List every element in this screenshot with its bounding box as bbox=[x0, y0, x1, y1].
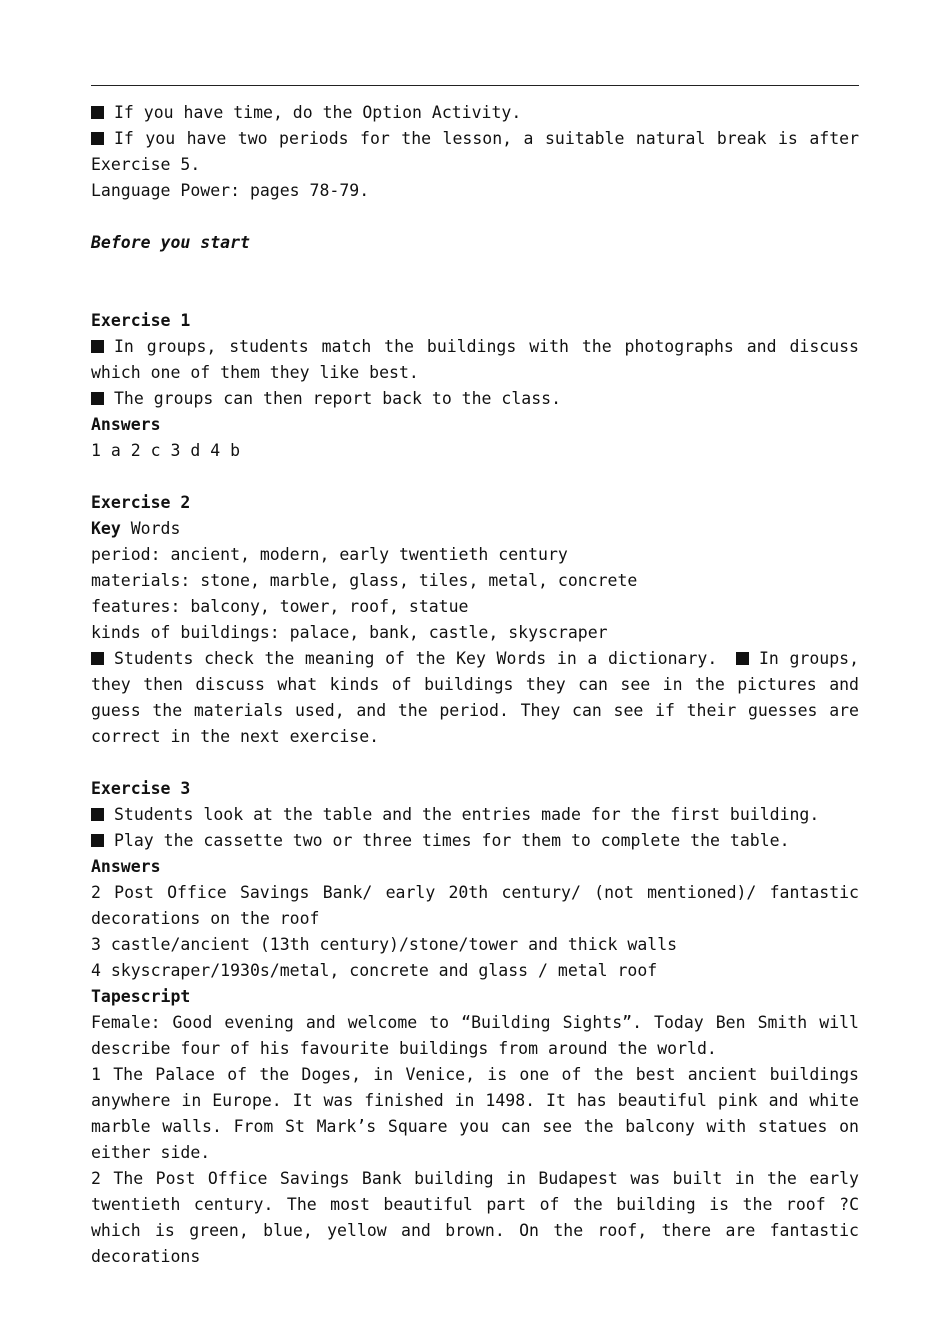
exercise-1-answers-label: Answers bbox=[91, 415, 161, 434]
key-words-label: Key Words bbox=[91, 519, 181, 538]
exercise-3-bullet-1: Students look at the table and the entries made for the first building. bbox=[91, 802, 859, 828]
tapescript-intro: Female: Good evening and welcome to “Building Sights”. Today Ben Smith will describe four of his favourite buildings from around the world. bbox=[91, 1013, 859, 1058]
square-bullet-icon bbox=[91, 340, 104, 353]
key-words-materials: materials: stone, marble, glass, tiles, metal, concrete bbox=[91, 571, 638, 590]
intro-bullet-1: If you have time, do the Option Activity. bbox=[91, 100, 859, 126]
exercise-3-heading: Exercise 3 bbox=[91, 779, 191, 798]
tapescript-label: Tapescript bbox=[91, 987, 191, 1006]
intro-bullet-2: If you have two periods for the lesson, a suitable natural break is after Exercise 5. bbox=[91, 129, 859, 174]
exercise-2-instructions: Students check the meaning of the Key Words in a dictionary. In groups, they then discuss what kinds of buildings they can see in the pictures and guess the materials used, and the period. They can see if their guesses are correct in the next exercise. bbox=[91, 649, 860, 746]
header-rule bbox=[91, 85, 859, 86]
before-you-start-heading: Before you start bbox=[91, 233, 250, 252]
key-words-features: features: balcony, tower, roof, statue bbox=[91, 597, 469, 616]
page-content bbox=[91, 100, 859, 1270]
square-bullet-icon bbox=[91, 132, 104, 145]
exercise-3-bullet-2: Play the cassette two or three times for them to complete the table. bbox=[91, 828, 859, 854]
exercise-1-bullet-1: In groups, students match the buildings with the photographs and discuss which one of them they like best. bbox=[91, 337, 859, 382]
exercise-1-bullet-2: The groups can then report back to the class. bbox=[91, 386, 859, 412]
language-power-reference: Language Power: pages 78-79. bbox=[91, 181, 370, 200]
square-bullet-icon bbox=[91, 392, 104, 405]
exercise-3-answer-3: 3 castle/ancient (13th century)/stone/tower and thick walls bbox=[91, 935, 678, 954]
square-bullet-icon bbox=[736, 652, 749, 665]
square-bullet-icon bbox=[91, 808, 104, 821]
tapescript-building-1: 1 The Palace of the Doges, in Venice, is one of the best ancient buildings anywhere in Europe. It was finished in 1498. It has beautiful pink and white marble walls. From St Mark’s Square you can see the balcony with statues on either side. bbox=[91, 1065, 859, 1162]
square-bullet-icon bbox=[91, 834, 104, 847]
key-words-period: period: ancient, modern, early twentieth century bbox=[91, 545, 568, 564]
exercise-3-answers-label: Answers bbox=[91, 857, 161, 876]
key-words-kinds: kinds of buildings: palace, bank, castle, skyscraper bbox=[91, 623, 608, 642]
exercise-3-answer-2: 2 Post Office Savings Bank/ early 20th century/ (not mentioned)/ fantastic decorations on the roof bbox=[91, 883, 859, 928]
exercise-1-answers: 1 a 2 c 3 d 4 b bbox=[91, 441, 241, 460]
square-bullet-icon bbox=[91, 106, 104, 119]
square-bullet-icon bbox=[91, 652, 104, 665]
exercise-1-heading: Exercise 1 bbox=[91, 311, 191, 330]
exercise-3-answer-4: 4 skyscraper/1930s/metal, concrete and glass / metal roof bbox=[91, 961, 658, 980]
tapescript-building-2: 2 The Post Office Savings Bank building in Budapest was built in the early twentieth century. The most beautiful part of the building is the roof ?C which is green, blue, yellow and brown. On the roof, there are fantastic decorations bbox=[91, 1169, 859, 1266]
exercise-2-heading: Exercise 2 bbox=[91, 493, 191, 512]
